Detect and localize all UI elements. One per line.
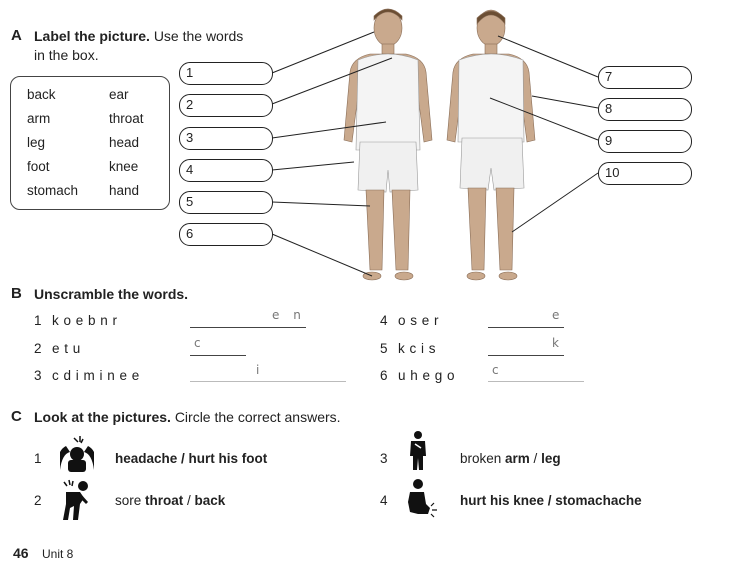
section-a-letter: A — [11, 27, 22, 44]
label-number: 6 — [186, 226, 194, 241]
word-back: back — [27, 87, 56, 102]
label-box-1[interactable] — [179, 62, 273, 85]
answer-line-4[interactable] — [488, 327, 564, 328]
hint-3: i — [256, 363, 260, 377]
c-pre-3: broken — [460, 451, 506, 466]
hint-6: c — [492, 363, 499, 377]
label-number: 2 — [186, 97, 194, 112]
section-c-letter: C — [11, 408, 22, 425]
unit-label: Unit 8 — [42, 547, 74, 561]
c-num-4: 4 — [380, 493, 388, 508]
section-a-title-rest: Use the words — [153, 28, 244, 44]
broken-arm-pictogram-icon — [406, 430, 430, 472]
section-c-title — [34, 409, 341, 425]
label-box-4[interactable] — [179, 159, 273, 182]
c-answer-3[interactable] — [460, 451, 561, 466]
c-answer-1[interactable] — [115, 451, 267, 466]
hint-2: c — [194, 336, 201, 350]
answer-line-2[interactable] — [190, 355, 246, 356]
word-leg: leg — [27, 135, 46, 150]
label-number: 5 — [186, 194, 194, 209]
c-option-a-4[interactable]: hurt his knee — [460, 493, 545, 508]
scrambled-word-2: e t u — [52, 341, 81, 356]
front-figure — [344, 9, 432, 280]
c-sep-4: / — [544, 493, 556, 508]
scrambled-word-1: k o e b n r — [52, 313, 118, 328]
page-number: 46 — [13, 545, 29, 561]
word-arm: arm — [27, 111, 51, 126]
scramble-num-2: 2 — [34, 341, 42, 356]
c-option-b-2[interactable]: back — [194, 493, 226, 508]
c-pre-2: sore — [115, 493, 146, 508]
hurt-knee-pictogram-icon — [404, 478, 440, 518]
scramble-num-3: 3 — [34, 368, 42, 383]
scrambled-word-6: u h e g o — [398, 368, 456, 383]
label-box-6[interactable] — [179, 223, 273, 246]
headache-pictogram-icon — [56, 436, 98, 472]
label-number: 1 — [186, 65, 194, 80]
backache-pictogram-icon — [58, 478, 94, 522]
c-option-b-4[interactable]: stomachache — [555, 493, 642, 508]
scramble-num-1: 1 — [34, 313, 42, 328]
scrambled-word-5: k c i s — [398, 341, 437, 356]
label-box-9[interactable] — [598, 130, 692, 153]
c-option-a-2[interactable]: throat — [145, 493, 184, 508]
c-option-b-1[interactable]: hurt his foot — [188, 451, 268, 466]
answer-line-6[interactable] — [488, 381, 584, 382]
c-num-2: 2 — [34, 493, 42, 508]
label-box-7[interactable] — [598, 66, 692, 89]
label-number: 4 — [186, 162, 194, 177]
answer-line-5[interactable] — [488, 355, 564, 356]
hint-4: e — [552, 308, 560, 322]
pointer-lines — [272, 32, 598, 276]
answer-line-3[interactable] — [190, 381, 346, 382]
section-b-letter: B — [11, 285, 22, 302]
c-option-b-3[interactable]: leg — [541, 451, 561, 466]
word-knee: knee — [109, 159, 139, 174]
section-a-title-bold: Label the picture. — [34, 28, 150, 44]
scramble-num-4: 4 — [380, 313, 388, 328]
word-stomach: stomach — [27, 183, 79, 198]
scramble-num-5: 5 — [380, 341, 388, 356]
label-box-5[interactable] — [179, 191, 273, 214]
back-figure — [447, 10, 535, 280]
section-c-title-bold: Look at the pictures. — [34, 409, 171, 425]
c-num-1: 1 — [34, 451, 42, 466]
section-b-title: Unscramble the words. — [34, 286, 189, 302]
word-throat: throat — [109, 111, 144, 126]
label-number: 3 — [186, 130, 194, 145]
c-option-a-3[interactable]: arm — [505, 451, 530, 466]
c-answer-4[interactable] — [460, 493, 642, 508]
word-head: head — [109, 135, 140, 150]
section-a-title-line2: in the box. — [34, 47, 99, 63]
section-c-title-rest: Circle the correct answers. — [174, 409, 341, 425]
label-box-8[interactable] — [598, 98, 692, 121]
c-answer-2[interactable] — [115, 493, 225, 508]
label-box-2[interactable] — [179, 94, 273, 117]
scrambled-word-3: c d i m i n e e — [52, 368, 140, 383]
c-sep-1: / — [177, 451, 189, 466]
c-num-3: 3 — [380, 451, 388, 466]
c-sep-3: / — [529, 451, 542, 466]
scrambled-word-4: o s e r — [398, 313, 440, 328]
word-ear: ear — [109, 87, 129, 102]
label-number: 10 — [605, 165, 620, 180]
label-number: 9 — [605, 133, 613, 148]
label-number: 7 — [605, 69, 613, 84]
hint-1: e n — [272, 308, 306, 322]
word-foot: foot — [27, 159, 50, 174]
hint-5: k — [552, 336, 559, 350]
answer-line-1[interactable] — [190, 327, 306, 328]
label-box-10[interactable] — [598, 162, 692, 185]
label-number: 8 — [605, 101, 613, 116]
c-option-a-1[interactable]: headache — [115, 451, 178, 466]
word-hand: hand — [109, 183, 140, 198]
label-box-3[interactable] — [179, 127, 273, 150]
c-sep-2: / — [183, 493, 195, 508]
scramble-num-6: 6 — [380, 368, 388, 383]
